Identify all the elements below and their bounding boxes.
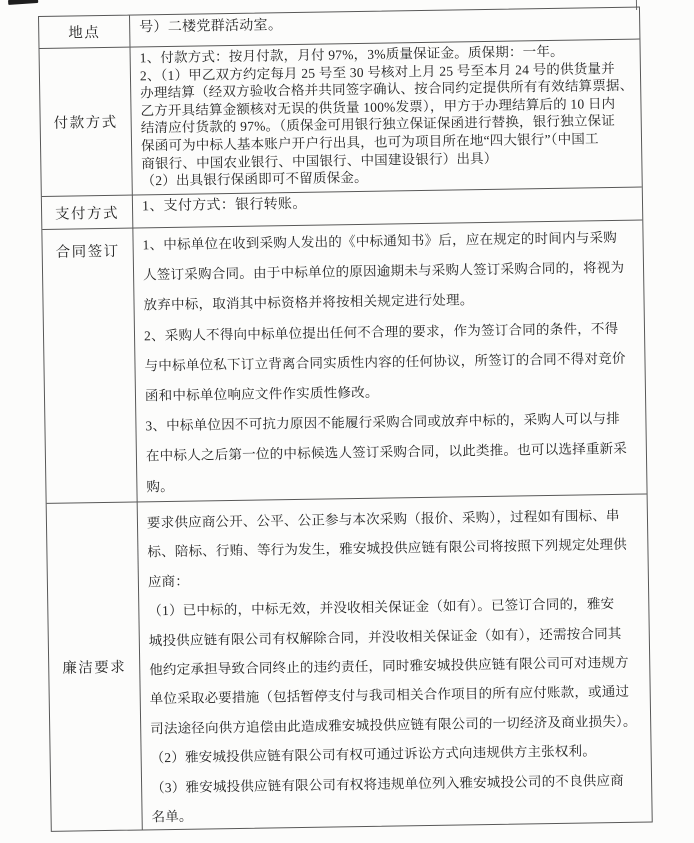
procurement-terms-table (38, 7, 653, 832)
location-row-label: 地点 (39, 16, 130, 48)
table-row-contract-signing (42, 221, 646, 504)
location-row-content: 号）二楼党群活动室。 (139, 18, 283, 36)
contract-signing-row-content: 1、中标单位在收到采购人发出的《中标通知书》后，应在规定的时间内与采购 人签订采购合同。由于中标单位的原因逾期未与采购人签订采购合同的，将视为 放弃中标，取消其中标资格并将按相关规定进行处理。 2、采购人不得向中标单位提出任何不合理的要求，作为签订合同的条件，不得 与中标单位私下订立背离合同实质性内容的任何协议，所签订的合同不得对竞价 函和中标单位响应文件作实质性修改。 3、中标单位因不可抗力原因不能履行采购合同或放弃中标的，采购人可以与排 在中标人之后第一位的中标候选人签订采购合同，以此类推。也可以选择重新采 购。 (142, 229, 628, 494)
table-row-integrity-requirements (47, 494, 652, 830)
scan-artifact-mark (8, 0, 38, 5)
table-row-payment-terms (40, 40, 642, 197)
contract-signing-row-label: 合同签订 (42, 229, 137, 503)
payment-terms-row-content: 1、付款方式：按月付款，月付 97%，3%质量保证金。质保期：一年。 2、（1）甲乙双方约定每月 25 号至 30 号核对上月 25 号至本月 24 号的供货量并 办理结算（经双方验收合格并共同签字确认、按合同约定提供所有有效结算票据、 乙方开具结算金额核对无误的供货量 100%发票），甲方于办理结算后的 10 日内 结清应付货款的 97%。（质保金可用银行独立保证保函进行替换，银行独立保证 保函可为中标人基本账户开户行出具，也可为项目所在地“四大银行”（中国工 商银行、中国农业银行、中国银行、中国建设银行）出具） （2）出具银行保函即可不留质保金。 (139, 43, 634, 189)
payment-method-row-label: 支付方式 (42, 196, 133, 229)
payment-terms-row-label: 付款方式 (40, 48, 133, 196)
payment-method-row-content: 1、支付方式：银行转账。 (141, 196, 307, 215)
integrity-requirements-row-label: 廉洁要求 (47, 502, 143, 830)
integrity-requirements-row-content: 要求供应商公开、公平、公正参与本次采购（报价、采购），过程如有围标、串 标、陪标、行贿、等行为发生，雅安城投供应链有限公司将按照下列规定处理供 应商： （1）已中标的，中标无效，并没收相关保证金（如有）。已签订合同的，雅安 城投供应链有限公司有权解除合同，并没收相关保证金（如有），还需按合同其 他约定承担导致合同终止的违约责任，同时雅安城投供应链有限公司可对违规方 单位采取必要措施（包括暂停支付与我司相关合作项目的所有应付账款，或通过 司法途径向供方追偿由此造成雅安城投供应链有限公司的一切经济及商业损失）。 （2）雅安城投供应链有限公司有权可通过诉讼方式向违规供方主张权利。 （3）雅安城投供应链有限公司有权将违规单位列入雅安城投公司的不良供应商 名单。 (146, 507, 637, 825)
